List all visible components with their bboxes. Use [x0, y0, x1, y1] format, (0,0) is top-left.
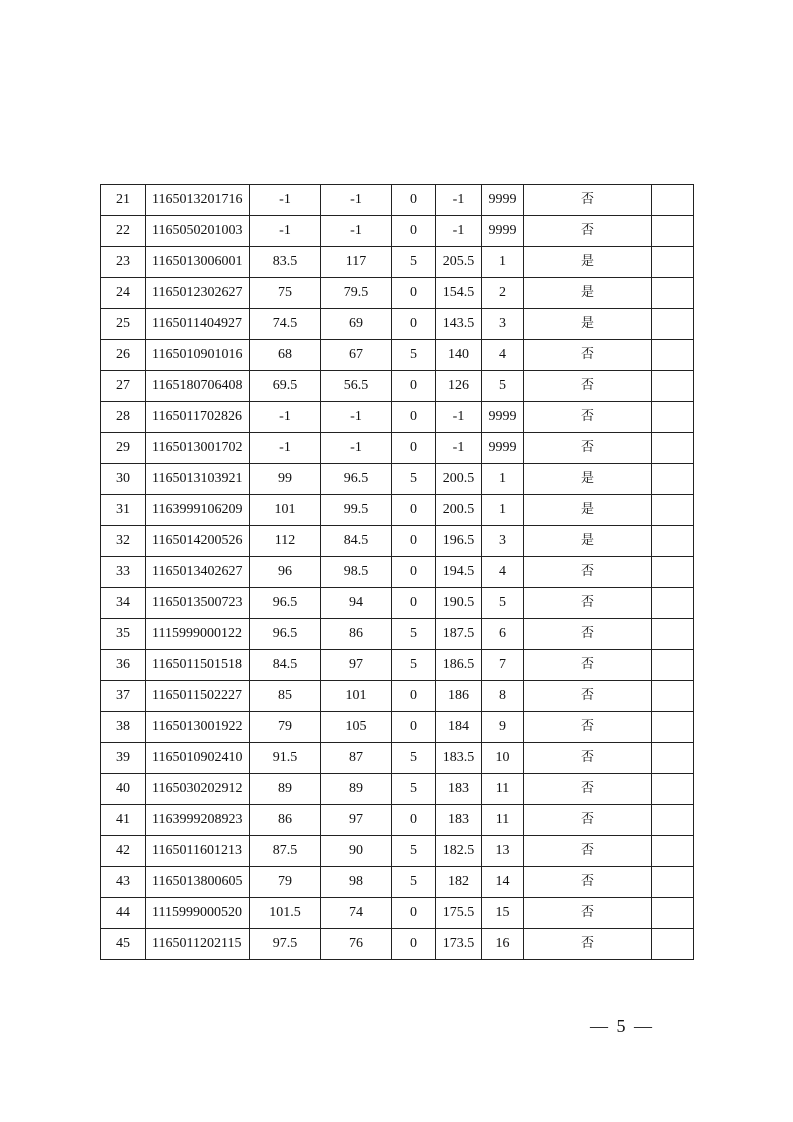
- cell-qualified-flag: 否: [524, 774, 652, 805]
- table-body: [101, 185, 694, 960]
- cell-score-b: 74: [321, 898, 392, 929]
- cell-rank: 5: [482, 588, 524, 619]
- cell-remarks: [652, 619, 694, 650]
- cell-score-b: 98: [321, 867, 392, 898]
- cell-candidate-id: 1165011501518: [146, 650, 250, 681]
- table-row: [101, 557, 694, 588]
- cell-score-b: 84.5: [321, 526, 392, 557]
- cell-total: 173.5: [436, 929, 482, 960]
- cell-rank: 14: [482, 867, 524, 898]
- cell-row-index: 24: [101, 278, 146, 309]
- cell-score-a: 112: [250, 526, 321, 557]
- cell-candidate-id: 1165013201716: [146, 185, 250, 216]
- cell-bonus: 0: [392, 278, 436, 309]
- cell-remarks: [652, 340, 694, 371]
- cell-row-index: 29: [101, 433, 146, 464]
- cell-bonus: 0: [392, 898, 436, 929]
- cell-rank: 9: [482, 712, 524, 743]
- cell-score-a: 83.5: [250, 247, 321, 278]
- cell-score-a: 97.5: [250, 929, 321, 960]
- cell-score-a: 79: [250, 867, 321, 898]
- cell-total: 190.5: [436, 588, 482, 619]
- cell-rank: 4: [482, 557, 524, 588]
- cell-row-index: 42: [101, 836, 146, 867]
- cell-remarks: [652, 247, 694, 278]
- table-row: [101, 929, 694, 960]
- cell-bonus: 5: [392, 650, 436, 681]
- cell-qualified-flag: 否: [524, 805, 652, 836]
- cell-bonus: 0: [392, 371, 436, 402]
- cell-score-b: 94: [321, 588, 392, 619]
- cell-total: 182.5: [436, 836, 482, 867]
- cell-score-a: 96.5: [250, 588, 321, 619]
- table-row: [101, 464, 694, 495]
- cell-remarks: [652, 836, 694, 867]
- cell-row-index: 25: [101, 309, 146, 340]
- table-row: [101, 526, 694, 557]
- cell-rank: 1: [482, 464, 524, 495]
- cell-score-b: -1: [321, 433, 392, 464]
- table-row: [101, 247, 694, 278]
- cell-score-b: 101: [321, 681, 392, 712]
- cell-score-b: 105: [321, 712, 392, 743]
- cell-remarks: [652, 433, 694, 464]
- cell-rank: 11: [482, 774, 524, 805]
- cell-row-index: 39: [101, 743, 146, 774]
- cell-rank: 2: [482, 278, 524, 309]
- cell-qualified-flag: 是: [524, 526, 652, 557]
- cell-bonus: 0: [392, 557, 436, 588]
- cell-bonus: 0: [392, 402, 436, 433]
- cell-total: -1: [436, 433, 482, 464]
- cell-score-b: 97: [321, 650, 392, 681]
- cell-qualified-flag: 是: [524, 495, 652, 526]
- cell-bonus: 0: [392, 495, 436, 526]
- cell-score-a: 99: [250, 464, 321, 495]
- cell-total: 140: [436, 340, 482, 371]
- cell-remarks: [652, 650, 694, 681]
- cell-score-a: 96.5: [250, 619, 321, 650]
- cell-row-index: 34: [101, 588, 146, 619]
- cell-rank: 3: [482, 309, 524, 340]
- cell-bonus: 5: [392, 836, 436, 867]
- cell-score-a: 79: [250, 712, 321, 743]
- cell-candidate-id: 1165013103921: [146, 464, 250, 495]
- cell-qualified-flag: 否: [524, 898, 652, 929]
- cell-candidate-id: 1165013500723: [146, 588, 250, 619]
- cell-row-index: 23: [101, 247, 146, 278]
- cell-row-index: 37: [101, 681, 146, 712]
- cell-qualified-flag: 否: [524, 619, 652, 650]
- cell-qualified-flag: 是: [524, 278, 652, 309]
- cell-rank: 6: [482, 619, 524, 650]
- cell-candidate-id: 1165010901016: [146, 340, 250, 371]
- cell-score-a: 89: [250, 774, 321, 805]
- cell-qualified-flag: 否: [524, 402, 652, 433]
- cell-remarks: [652, 898, 694, 929]
- cell-qualified-flag: 否: [524, 836, 652, 867]
- table-row: [101, 681, 694, 712]
- cell-candidate-id: 1115999000122: [146, 619, 250, 650]
- cell-score-b: 89: [321, 774, 392, 805]
- cell-score-a: 96: [250, 557, 321, 588]
- table-row: [101, 712, 694, 743]
- cell-qualified-flag: 否: [524, 588, 652, 619]
- cell-total: -1: [436, 402, 482, 433]
- cell-bonus: 5: [392, 340, 436, 371]
- cell-score-b: 97: [321, 805, 392, 836]
- cell-qualified-flag: 否: [524, 650, 652, 681]
- cell-candidate-id: 1165011702826: [146, 402, 250, 433]
- cell-score-b: 79.5: [321, 278, 392, 309]
- cell-remarks: [652, 588, 694, 619]
- cell-rank: 9999: [482, 402, 524, 433]
- cell-qualified-flag: 否: [524, 185, 652, 216]
- table-row: [101, 650, 694, 681]
- cell-total: 196.5: [436, 526, 482, 557]
- cell-remarks: [652, 402, 694, 433]
- cell-bonus: 5: [392, 743, 436, 774]
- cell-row-index: 32: [101, 526, 146, 557]
- table-row: [101, 185, 694, 216]
- cell-total: 183: [436, 774, 482, 805]
- cell-score-b: 67: [321, 340, 392, 371]
- cell-total: 183.5: [436, 743, 482, 774]
- cell-total: 143.5: [436, 309, 482, 340]
- cell-score-b: -1: [321, 216, 392, 247]
- table-row: [101, 743, 694, 774]
- cell-score-b: 76: [321, 929, 392, 960]
- cell-score-a: 68: [250, 340, 321, 371]
- table-row: [101, 278, 694, 309]
- cell-bonus: 5: [392, 619, 436, 650]
- cell-score-b: 98.5: [321, 557, 392, 588]
- cell-remarks: [652, 278, 694, 309]
- cell-row-index: 43: [101, 867, 146, 898]
- cell-rank: 5: [482, 371, 524, 402]
- cell-score-b: 86: [321, 619, 392, 650]
- cell-remarks: [652, 526, 694, 557]
- table-row: [101, 340, 694, 371]
- cell-remarks: [652, 495, 694, 526]
- cell-qualified-flag: 否: [524, 867, 652, 898]
- cell-qualified-flag: 否: [524, 216, 652, 247]
- cell-bonus: 0: [392, 216, 436, 247]
- cell-remarks: [652, 216, 694, 247]
- cell-total: -1: [436, 185, 482, 216]
- cell-total: 175.5: [436, 898, 482, 929]
- cell-remarks: [652, 774, 694, 805]
- page-number: — 5 —: [590, 1016, 654, 1036]
- cell-total: 187.5: [436, 619, 482, 650]
- cell-rank: 1: [482, 247, 524, 278]
- cell-total: 200.5: [436, 464, 482, 495]
- cell-rank: 15: [482, 898, 524, 929]
- cell-row-index: 41: [101, 805, 146, 836]
- cell-total: 186.5: [436, 650, 482, 681]
- cell-score-a: 69.5: [250, 371, 321, 402]
- cell-score-a: -1: [250, 216, 321, 247]
- cell-candidate-id: 1165011502227: [146, 681, 250, 712]
- cell-row-index: 45: [101, 929, 146, 960]
- cell-candidate-id: 1165013001922: [146, 712, 250, 743]
- table-row: [101, 433, 694, 464]
- cell-rank: 1: [482, 495, 524, 526]
- cell-candidate-id: 1165013402627: [146, 557, 250, 588]
- table-row: [101, 216, 694, 247]
- cell-row-index: 33: [101, 557, 146, 588]
- cell-qualified-flag: 否: [524, 340, 652, 371]
- cell-candidate-id: 1165011601213: [146, 836, 250, 867]
- cell-row-index: 22: [101, 216, 146, 247]
- cell-rank: 9999: [482, 216, 524, 247]
- cell-candidate-id: 1165013001702: [146, 433, 250, 464]
- cell-total: 183: [436, 805, 482, 836]
- cell-row-index: 28: [101, 402, 146, 433]
- cell-bonus: 5: [392, 774, 436, 805]
- cell-score-b: 56.5: [321, 371, 392, 402]
- table-row: [101, 805, 694, 836]
- cell-row-index: 31: [101, 495, 146, 526]
- cell-rank: 11: [482, 805, 524, 836]
- cell-total: 182: [436, 867, 482, 898]
- cell-candidate-id: 1165014200526: [146, 526, 250, 557]
- cell-total: 200.5: [436, 495, 482, 526]
- cell-total: 194.5: [436, 557, 482, 588]
- cell-remarks: [652, 681, 694, 712]
- table-row: [101, 495, 694, 526]
- cell-score-a: -1: [250, 402, 321, 433]
- cell-candidate-id: 1165013006001: [146, 247, 250, 278]
- cell-row-index: 21: [101, 185, 146, 216]
- cell-bonus: 0: [392, 712, 436, 743]
- cell-candidate-id: 1165030202912: [146, 774, 250, 805]
- cell-total: 186: [436, 681, 482, 712]
- cell-bonus: 5: [392, 247, 436, 278]
- cell-rank: 7: [482, 650, 524, 681]
- table-row: [101, 371, 694, 402]
- cell-score-a: 91.5: [250, 743, 321, 774]
- cell-score-a: 75: [250, 278, 321, 309]
- cell-candidate-id: 1165011202115: [146, 929, 250, 960]
- cell-score-a: -1: [250, 433, 321, 464]
- cell-score-b: 69: [321, 309, 392, 340]
- cell-total: 154.5: [436, 278, 482, 309]
- cell-remarks: [652, 712, 694, 743]
- cell-score-a: 84.5: [250, 650, 321, 681]
- cell-remarks: [652, 557, 694, 588]
- cell-rank: 4: [482, 340, 524, 371]
- table-row: [101, 588, 694, 619]
- cell-remarks: [652, 185, 694, 216]
- table-row: [101, 309, 694, 340]
- cell-row-index: 35: [101, 619, 146, 650]
- cell-remarks: [652, 743, 694, 774]
- cell-qualified-flag: 否: [524, 743, 652, 774]
- cell-row-index: 36: [101, 650, 146, 681]
- cell-row-index: 38: [101, 712, 146, 743]
- cell-qualified-flag: 是: [524, 309, 652, 340]
- results-table: [100, 184, 694, 960]
- cell-score-a: 86: [250, 805, 321, 836]
- cell-remarks: [652, 805, 694, 836]
- cell-bonus: 0: [392, 805, 436, 836]
- cell-score-b: 96.5: [321, 464, 392, 495]
- cell-bonus: 5: [392, 867, 436, 898]
- cell-remarks: [652, 309, 694, 340]
- cell-remarks: [652, 867, 694, 898]
- table-row: [101, 619, 694, 650]
- cell-candidate-id: 1165012302627: [146, 278, 250, 309]
- cell-rank: 9999: [482, 185, 524, 216]
- cell-score-b: 99.5: [321, 495, 392, 526]
- cell-rank: 8: [482, 681, 524, 712]
- table-row: [101, 402, 694, 433]
- cell-score-b: -1: [321, 185, 392, 216]
- cell-bonus: 0: [392, 929, 436, 960]
- cell-rank: 3: [482, 526, 524, 557]
- cell-candidate-id: 1163999106209: [146, 495, 250, 526]
- cell-score-b: 90: [321, 836, 392, 867]
- cell-score-a: 101.5: [250, 898, 321, 929]
- cell-rank: 10: [482, 743, 524, 774]
- table-row: [101, 774, 694, 805]
- cell-remarks: [652, 929, 694, 960]
- cell-candidate-id: 1165010902410: [146, 743, 250, 774]
- cell-qualified-flag: 否: [524, 712, 652, 743]
- cell-score-a: -1: [250, 185, 321, 216]
- cell-qualified-flag: 否: [524, 371, 652, 402]
- cell-candidate-id: 1163999208923: [146, 805, 250, 836]
- cell-total: -1: [436, 216, 482, 247]
- cell-bonus: 0: [392, 185, 436, 216]
- cell-score-a: 85: [250, 681, 321, 712]
- cell-bonus: 5: [392, 464, 436, 495]
- cell-score-a: 87.5: [250, 836, 321, 867]
- cell-qualified-flag: 否: [524, 681, 652, 712]
- cell-row-index: 26: [101, 340, 146, 371]
- cell-score-a: 74.5: [250, 309, 321, 340]
- cell-rank: 13: [482, 836, 524, 867]
- cell-bonus: 0: [392, 433, 436, 464]
- cell-score-b: 87: [321, 743, 392, 774]
- cell-candidate-id: 1115999000520: [146, 898, 250, 929]
- cell-total: 205.5: [436, 247, 482, 278]
- cell-score-a: 101: [250, 495, 321, 526]
- cell-candidate-id: 1165180706408: [146, 371, 250, 402]
- cell-qualified-flag: 否: [524, 433, 652, 464]
- cell-row-index: 40: [101, 774, 146, 805]
- cell-candidate-id: 1165011404927: [146, 309, 250, 340]
- cell-qualified-flag: 否: [524, 929, 652, 960]
- cell-rank: 16: [482, 929, 524, 960]
- cell-row-index: 44: [101, 898, 146, 929]
- cell-remarks: [652, 464, 694, 495]
- cell-row-index: 27: [101, 371, 146, 402]
- cell-qualified-flag: 否: [524, 557, 652, 588]
- cell-remarks: [652, 371, 694, 402]
- cell-candidate-id: 1165050201003: [146, 216, 250, 247]
- cell-total: 184: [436, 712, 482, 743]
- cell-bonus: 0: [392, 309, 436, 340]
- cell-qualified-flag: 是: [524, 464, 652, 495]
- table-row: [101, 836, 694, 867]
- table-row: [101, 898, 694, 929]
- cell-bonus: 0: [392, 588, 436, 619]
- cell-rank: 9999: [482, 433, 524, 464]
- cell-total: 126: [436, 371, 482, 402]
- cell-bonus: 0: [392, 526, 436, 557]
- cell-candidate-id: 1165013800605: [146, 867, 250, 898]
- cell-bonus: 0: [392, 681, 436, 712]
- cell-score-b: 117: [321, 247, 392, 278]
- cell-row-index: 30: [101, 464, 146, 495]
- table-row: [101, 867, 694, 898]
- cell-score-b: -1: [321, 402, 392, 433]
- cell-qualified-flag: 是: [524, 247, 652, 278]
